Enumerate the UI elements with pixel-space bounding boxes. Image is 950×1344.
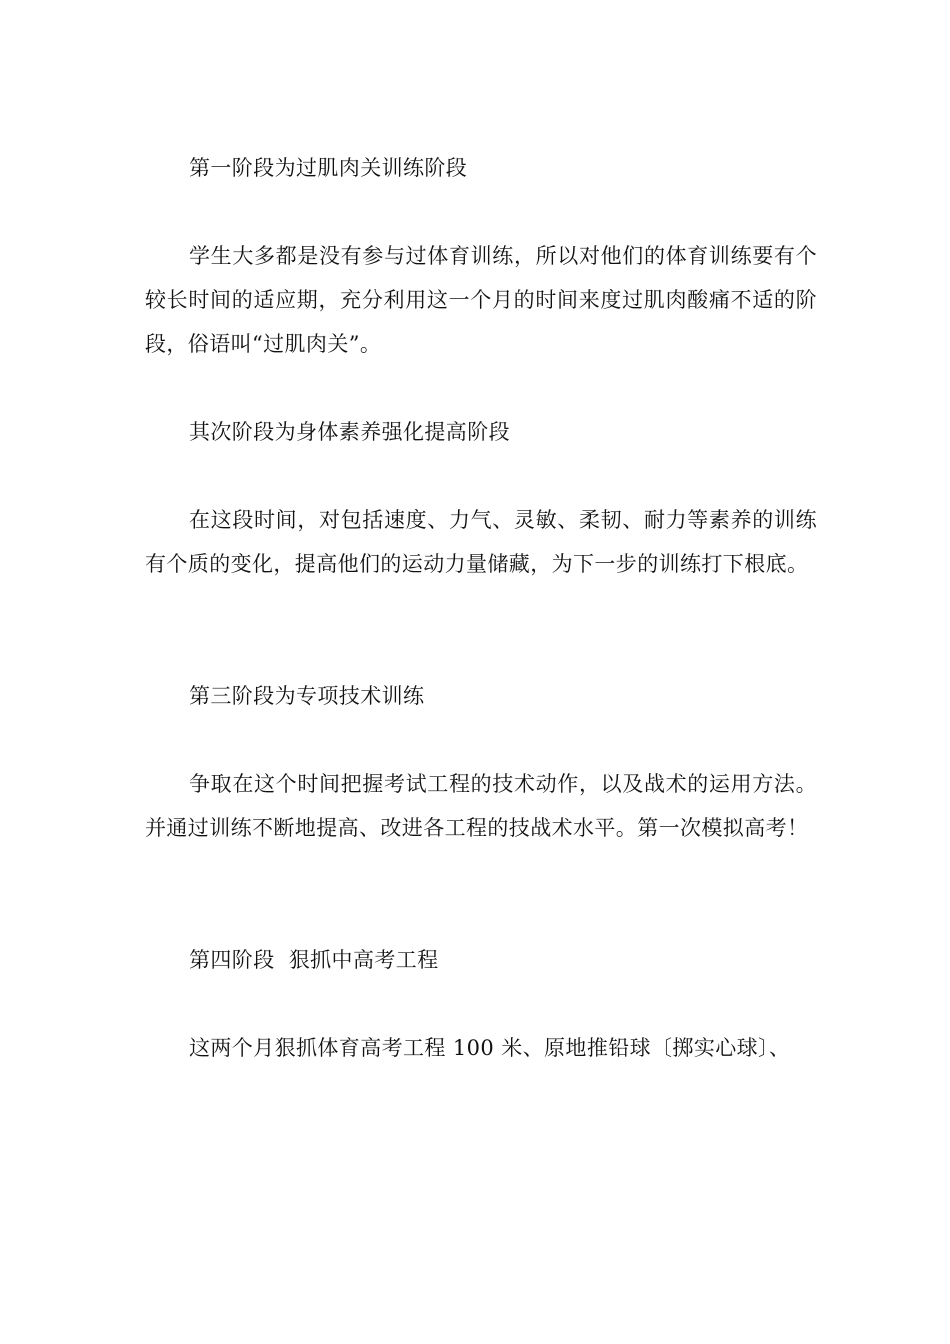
section-2-heading: 其次阶段为身体素养强化提高阶段	[189, 420, 510, 444]
section-4-heading: 第四阶段 狠抓中高考工程	[189, 948, 439, 972]
section-3-heading: 第三阶段为专项技术训练	[189, 684, 425, 708]
section-4-body: 这两个月狠抓体育高考工程 100 米、原地推铅球〔掷实心球〕、	[189, 1036, 791, 1060]
section-1-body: 学生大多都是没有参与过体育训练，所以对他们的体育训练要有个较长时间的适应期，充分利用这一个月的时间来度过肌肉酸痛不适的阶段，俗语叫“过肌肉关”。	[145, 244, 817, 356]
section-3-body: 争取在这个时间把握考试工程的技术动作，以及战术的运用方法。并通过训练不断地提高、改进各工程的技战术水平。第一次模拟高考！	[145, 772, 817, 840]
section-2-body: 在这段时间，对包括速度、力气、灵敏、柔韧、耐力等素养的训练有个质的变化，提高他们的运动力量储藏，为下一步的训练打下根底。	[145, 508, 817, 576]
section-1-heading: 第一阶段为过肌肉关训练阶段	[189, 156, 468, 180]
